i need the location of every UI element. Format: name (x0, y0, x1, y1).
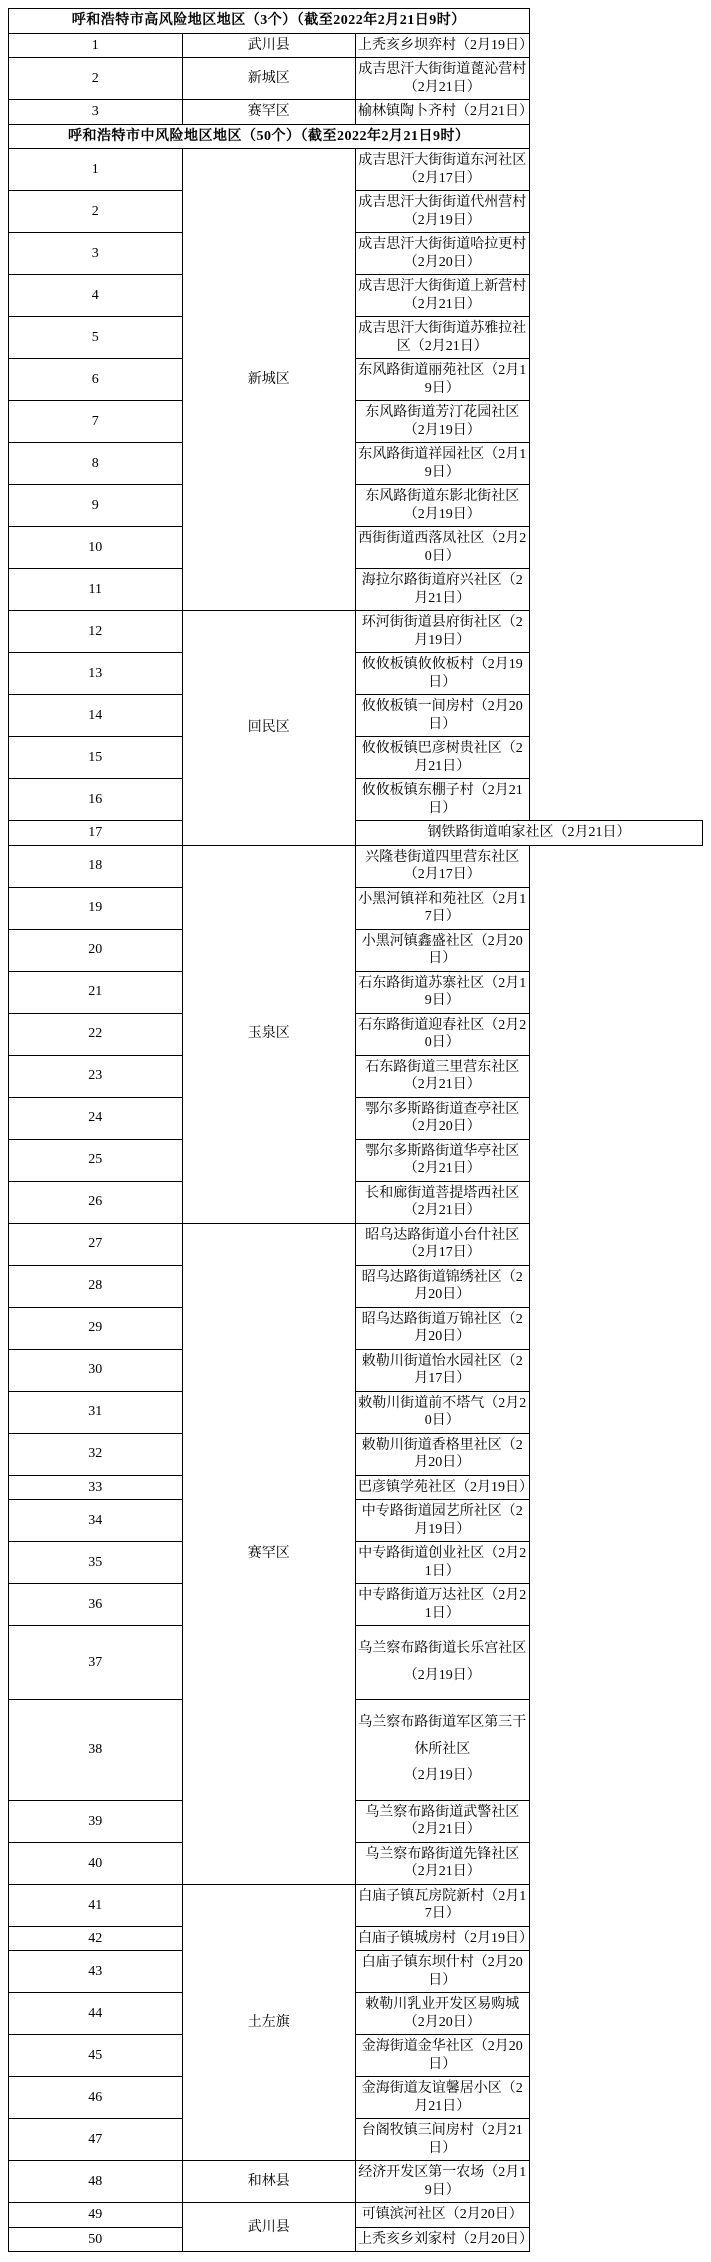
table-row (9, 1265, 703, 1307)
row-place: 金海街道金华社区（2月20日） (356, 2035, 530, 2077)
table-row (9, 737, 703, 779)
row-index: 2 (9, 58, 183, 100)
table-row (9, 1097, 703, 1139)
row-index: 3 (9, 233, 183, 275)
risk-area-table (8, 8, 703, 2252)
table-row (9, 191, 703, 233)
row-index: 14 (9, 695, 183, 737)
row-place: 成吉思汗大街街道代州营村（2月19日） (356, 191, 530, 233)
row-index: 6 (9, 359, 183, 401)
table-row (9, 971, 703, 1013)
table-row (9, 1223, 703, 1265)
row-place: 经济开发区第一农场（2月19日） (356, 2161, 530, 2203)
table-row (9, 1349, 703, 1391)
row-place: 小黑河镇祥和苑社区（2月17日） (356, 887, 530, 929)
row-place: 东风路街道祥园社区（2月19日） (356, 443, 530, 485)
table-row (9, 1055, 703, 1097)
row-place: 成吉思汗大街街道上新营村（2月21日） (356, 275, 530, 317)
row-index: 16 (9, 779, 183, 821)
row-index: 11 (9, 569, 183, 611)
row-place: 鄂尔多斯路街道查亭社区（2月20日） (356, 1097, 530, 1139)
row-index: 23 (9, 1055, 183, 1097)
row-place (356, 1626, 530, 1700)
table-row (9, 1391, 703, 1433)
table-body (9, 9, 703, 2252)
row-place: 成吉思汗大街街道哈拉更村（2月20日） (356, 233, 530, 275)
row-place: 长和廊街道菩提塔西社区（2月21日） (356, 1181, 530, 1223)
row-district: 新城区 (182, 58, 356, 100)
row-place: 昭乌达路街道小台什社区（2月17日） (356, 1223, 530, 1265)
table-row (9, 887, 703, 929)
row-place: 东风路街道东影北街社区（2月19日） (356, 485, 530, 527)
mid-risk-title-row (9, 124, 703, 149)
row-index: 25 (9, 1139, 183, 1181)
table-row (9, 1542, 703, 1584)
row-place-line2: （2月19日） (403, 1768, 481, 1784)
row-index: 26 (9, 1181, 183, 1223)
row-place: 昭乌达路街道锦绣社区（2月20日） (356, 1265, 530, 1307)
row-place: 攸攸板镇攸攸板村（2月19日） (356, 653, 530, 695)
table-row (9, 2077, 703, 2119)
row-district: 回民区 (182, 611, 356, 846)
row-place: 台阁牧镇三间房村（2月21日） (356, 2119, 530, 2161)
row-place: 攸攸板镇东棚子村（2月21日） (356, 779, 530, 821)
row-index: 27 (9, 1223, 183, 1265)
row-index: 44 (9, 1993, 183, 2035)
row-place-line1: 乌兰察布路街道军区第三干休所社区 (358, 1715, 527, 1757)
table-row (9, 317, 703, 359)
table-row (9, 695, 703, 737)
table-row (9, 1951, 703, 1993)
row-district: 赛罕区 (182, 100, 356, 125)
row-place: 乌兰察布路街道武警社区（2月21日） (356, 1800, 530, 1842)
row-index: 10 (9, 527, 183, 569)
table-row (9, 1433, 703, 1475)
row-place: 攸攸板镇一间房村（2月20日） (356, 695, 530, 737)
table-row (9, 653, 703, 695)
row-index: 31 (9, 1391, 183, 1433)
row-index: 43 (9, 1951, 183, 1993)
table-row (9, 58, 703, 100)
row-place (356, 1700, 530, 1801)
row-index: 2 (9, 191, 183, 233)
row-index: 8 (9, 443, 183, 485)
table-row (9, 1307, 703, 1349)
table-row (9, 1800, 703, 1842)
row-index: 24 (9, 1097, 183, 1139)
row-index: 38 (9, 1700, 183, 1801)
row-index: 39 (9, 1800, 183, 1842)
row-index: 36 (9, 1584, 183, 1626)
row-index: 49 (9, 2203, 183, 2228)
table-row (9, 233, 703, 275)
row-place: 成吉思汗大街街道蓖沁营村（2月21日） (356, 58, 530, 100)
row-place: 钢铁路街道咱家社区（2月21日） (356, 821, 703, 846)
row-index: 15 (9, 737, 183, 779)
row-index: 40 (9, 1842, 183, 1884)
row-index: 17 (9, 821, 183, 846)
row-place: 巴彦镇学苑社区（2月19日） (356, 1475, 530, 1500)
mid-risk-title: 呼和浩特市中风险地区地区（50个）（截至2022年2月21日9时） (9, 124, 530, 149)
row-place: 石东路街道三里营东社区（2月21日） (356, 1055, 530, 1097)
row-place: 上秃亥乡坝弈村（2月19日） (356, 33, 530, 58)
row-place: 可镇滨河社区（2月20日） (356, 2203, 530, 2228)
table-row (9, 1626, 703, 1700)
row-index: 33 (9, 1475, 183, 1500)
row-index: 18 (9, 845, 183, 887)
table-row (9, 2161, 703, 2203)
row-index: 3 (9, 100, 183, 125)
table-row (9, 1500, 703, 1542)
table-row (9, 1926, 703, 1951)
row-index: 22 (9, 1013, 183, 1055)
table-row (9, 1884, 703, 1926)
row-index: 4 (9, 275, 183, 317)
row-place: 中专路街道万达社区（2月21日） (356, 1584, 530, 1626)
table-row (9, 100, 703, 125)
row-index: 42 (9, 1926, 183, 1951)
row-place: 白庙子镇瓦房院新村（2月17日） (356, 1884, 530, 1926)
row-index: 20 (9, 929, 183, 971)
table-row (9, 1842, 703, 1884)
row-index: 37 (9, 1626, 183, 1700)
row-place: 中专路街道创业社区（2月21日） (356, 1542, 530, 1584)
row-district: 赛罕区 (182, 1223, 356, 1884)
row-index: 50 (9, 2227, 183, 2252)
table-row (9, 33, 703, 58)
row-district: 土左旗 (182, 1884, 356, 2161)
row-district: 武川县 (182, 33, 356, 58)
row-place: 石东路街道迎春社区（2月20日） (356, 1013, 530, 1055)
row-place: 兴隆巷街道四里营东社区（2月17日） (356, 845, 530, 887)
row-district: 武川县 (182, 2203, 356, 2252)
row-place: 敕勒川街道香格里社区（2月20日） (356, 1433, 530, 1475)
high-risk-title: 呼和浩特市高风险地区地区（3个）（截至2022年2月21日9时） (9, 9, 530, 34)
row-index: 35 (9, 1542, 183, 1584)
row-place-line2: （2月19日） (403, 1667, 481, 1683)
table-row (9, 845, 703, 887)
row-index: 9 (9, 485, 183, 527)
row-index: 28 (9, 1265, 183, 1307)
high-risk-title-row (9, 9, 703, 34)
table-row (9, 569, 703, 611)
table-row (9, 1181, 703, 1223)
table-row (9, 2203, 703, 2228)
table-row (9, 1993, 703, 2035)
row-place: 榆林镇陶卜齐村（2月21日） (356, 100, 530, 125)
row-place: 攸攸板镇巴彦树贵社区（2月21日） (356, 737, 530, 779)
row-index: 19 (9, 887, 183, 929)
row-place: 中专路街道园艺所社区（2月19日） (356, 1500, 530, 1542)
row-place: 白庙子镇东坝什村（2月20日） (356, 1951, 530, 1993)
row-index: 1 (9, 33, 183, 58)
row-place: 敕勒川街道前不塔气（2月20日） (356, 1391, 530, 1433)
table-row (9, 929, 703, 971)
row-place: 敕勒川街道怡水园社区（2月17日） (356, 1349, 530, 1391)
table-row (9, 1475, 703, 1500)
row-index: 34 (9, 1500, 183, 1542)
table-row (9, 149, 703, 191)
table-row (9, 1584, 703, 1626)
row-place: 白庙子镇城房村（2月19日） (356, 1926, 530, 1951)
table-row (9, 779, 703, 821)
row-index: 1 (9, 149, 183, 191)
row-district: 和林县 (182, 2161, 356, 2203)
row-index: 7 (9, 401, 183, 443)
row-index: 32 (9, 1433, 183, 1475)
table-row (9, 821, 703, 846)
row-place: 环河街街道县府街社区（2月19日） (356, 611, 530, 653)
table-row (9, 485, 703, 527)
row-index: 46 (9, 2077, 183, 2119)
row-place: 上秃亥乡刘家村（2月20日） (356, 2227, 530, 2252)
table-row (9, 1013, 703, 1055)
row-index: 41 (9, 1884, 183, 1926)
row-place: 乌兰察布路街道先锋社区（2月21日） (356, 1842, 530, 1884)
row-index: 21 (9, 971, 183, 1013)
table-row (9, 1139, 703, 1181)
row-place: 成吉思汗大街街道东河社区（2月17日） (356, 149, 530, 191)
row-index: 47 (9, 2119, 183, 2161)
row-index: 5 (9, 317, 183, 359)
row-index: 29 (9, 1307, 183, 1349)
table-row (9, 1700, 703, 1801)
row-place: 昭乌达路街道万锦社区（2月20日） (356, 1307, 530, 1349)
table-row (9, 2035, 703, 2077)
row-place: 西街街道西落凤社区（2月20日） (356, 527, 530, 569)
row-place: 石东路街道苏寨社区（2月19日） (356, 971, 530, 1013)
row-place: 小黑河镇鑫盛社区（2月20日） (356, 929, 530, 971)
row-index: 48 (9, 2161, 183, 2203)
row-index: 13 (9, 653, 183, 695)
row-place: 金海街道友谊馨居小区（2月21日） (356, 2077, 530, 2119)
row-place: 鄂尔多斯路街道华亭社区（2月21日） (356, 1139, 530, 1181)
row-district: 玉泉区 (182, 845, 356, 1223)
table-row (9, 2227, 703, 2252)
table-row (9, 401, 703, 443)
table-row (9, 275, 703, 317)
table-row (9, 2119, 703, 2161)
row-index: 30 (9, 1349, 183, 1391)
row-district: 新城区 (182, 149, 356, 611)
row-place: 海拉尔路街道府兴社区（2月21日） (356, 569, 530, 611)
table-row (9, 527, 703, 569)
row-index: 45 (9, 2035, 183, 2077)
row-index: 12 (9, 611, 183, 653)
table-row (9, 443, 703, 485)
table-row (9, 611, 703, 653)
table-row (9, 359, 703, 401)
row-place: 东风路街道丽苑社区（2月19日） (356, 359, 530, 401)
row-place: 敕勒川乳业开发区易购城（2月20日） (356, 1993, 530, 2035)
row-place-line1: 乌兰察布路街道长乐宫社区 (358, 1641, 527, 1656)
row-place: 东风路街道芳汀花园社区（2月19日） (356, 401, 530, 443)
row-place: 成吉思汗大街街道苏雅拉社区（2月21日） (356, 317, 530, 359)
